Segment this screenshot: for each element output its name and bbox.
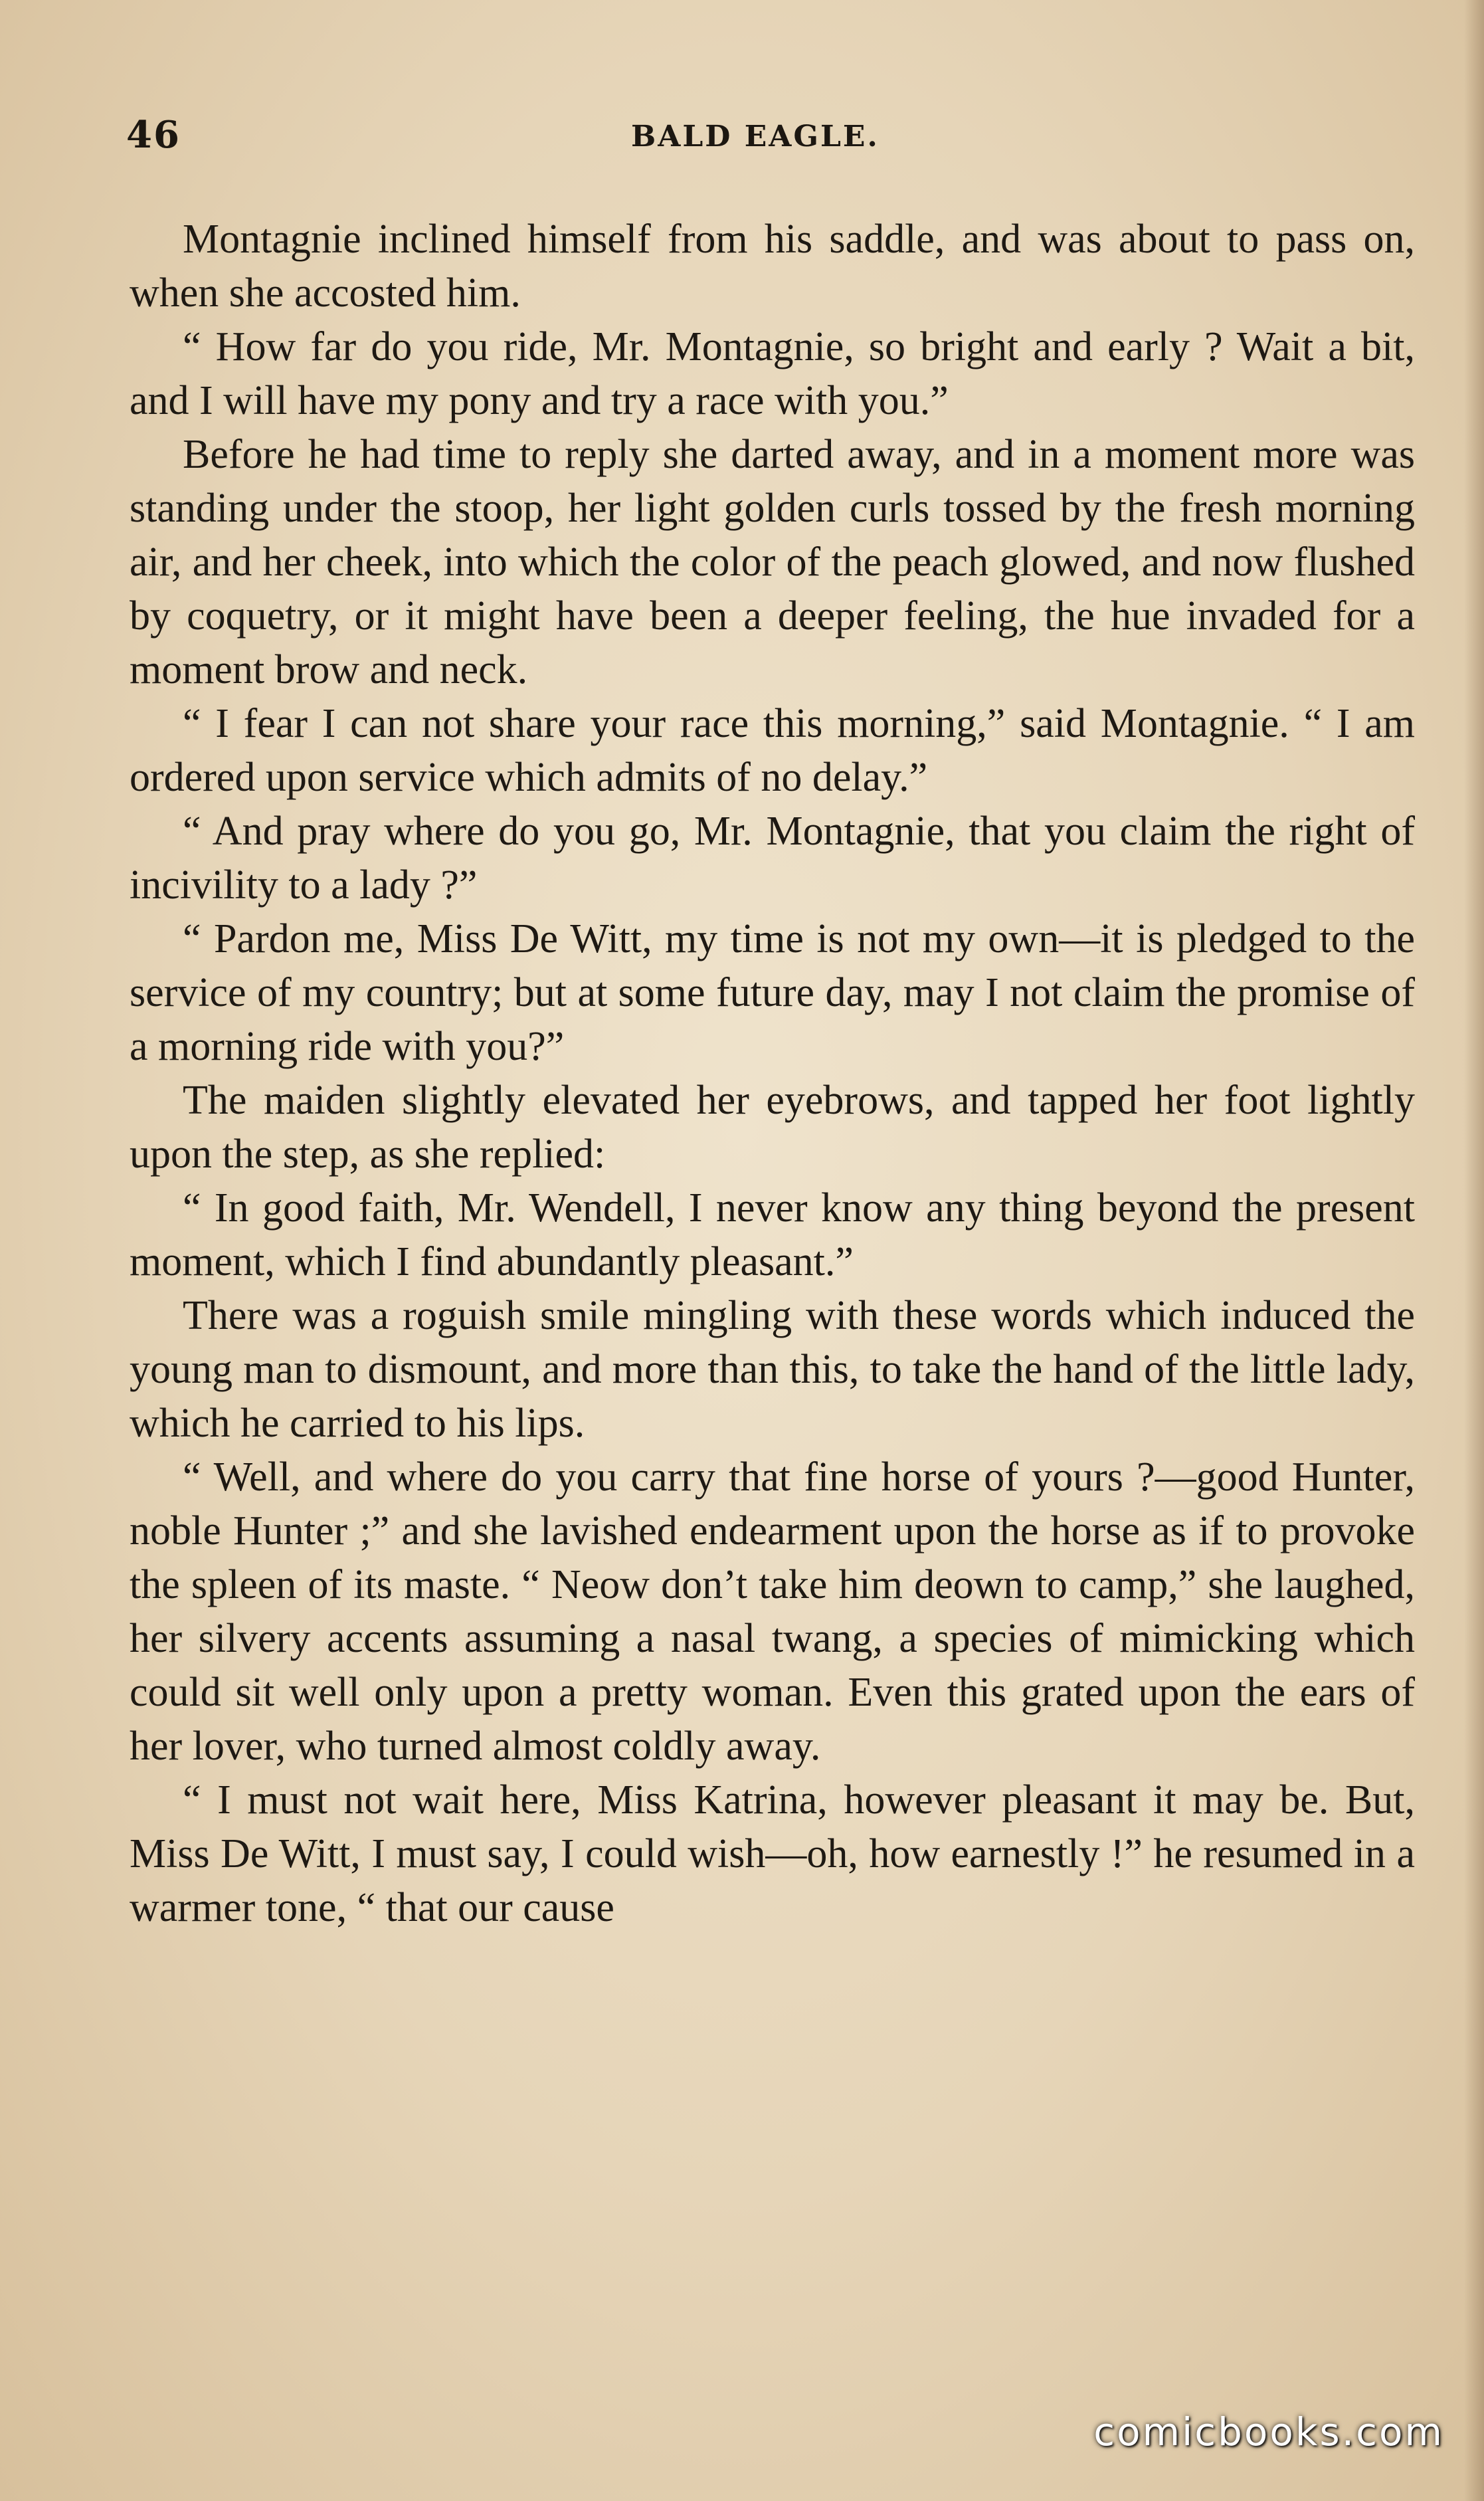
paragraph: “ I must not wait here, Miss Katrina, however pleasant it may be. But, Miss De Witt, I must say, I could wish—oh, how earnestly !” he resumed in a warmer tone, “ that our cause [130, 1777, 1415, 1930]
watermark: comicbooks.com [1093, 2409, 1444, 2454]
paragraph: Montagnie inclined himself from his saddle, and was about to pass on, when she accosted him. [130, 217, 1415, 316]
paragraph: The maiden slightly elevated her eyebrows, and tapped her foot lightly upon the step, as she replied: [130, 1078, 1415, 1177]
paragraph: “ Well, and where do you carry that fine horse of yours ?—good Hunter, noble Hunter ;” and she lavished endearment upon the horse as if to provoke the spleen of its maste. “ Neow don’t take him deown to camp,” she laughed, her silvery accents assuming a nasal twang, a species of mimicking which could sit well only upon a pretty woman. Even this grated upon the ears of her lover, who turned almost coldly away. [130, 1454, 1415, 1769]
page-header [126, 113, 1415, 166]
page-edge-shadow [1464, 0, 1484, 2501]
body-text [130, 213, 1415, 1935]
running-head: BALD EAGLE. [631, 120, 880, 153]
paragraph: There was a roguish smile mingling with these words which induced the young man to dismount, and more than this, to take the hand of the little lady, which he carried to his lips. [130, 1293, 1415, 1446]
paragraph: Before he had time to reply she darted away, and in a moment more was standing under the stoop, her light golden curls tossed by the fresh morning air, and her cheek, into which the color of the peach glowed, and now flushed by coquetry, or it might have been a deeper feeling, the hue invaded for a moment brow and neck. [130, 432, 1415, 692]
paragraph: “ I fear I can not share your race this morning,” said Montagnie. “ I am ordered upon service which admits of no delay.” [130, 701, 1415, 800]
paragraph: “ And pray where do you go, Mr. Montagnie, that you claim the right of incivility to a lady ?” [130, 809, 1415, 908]
paragraph: “ Pardon me, Miss De Witt, my time is not my own—it is pledged to the service of my country; but at some future day, may I not claim the promise of a morning ride with you?” [130, 916, 1415, 1069]
page-number: 46 [126, 113, 181, 157]
paragraph: “ In good faith, Mr. Wendell, I never know any thing beyond the present moment, which I find abundantly pleasant.” [130, 1185, 1415, 1284]
paragraph: “ How far do you ride, Mr. Montagnie, so bright and early ? Wait a bit, and I will have my pony and try a race with you.” [130, 324, 1415, 423]
